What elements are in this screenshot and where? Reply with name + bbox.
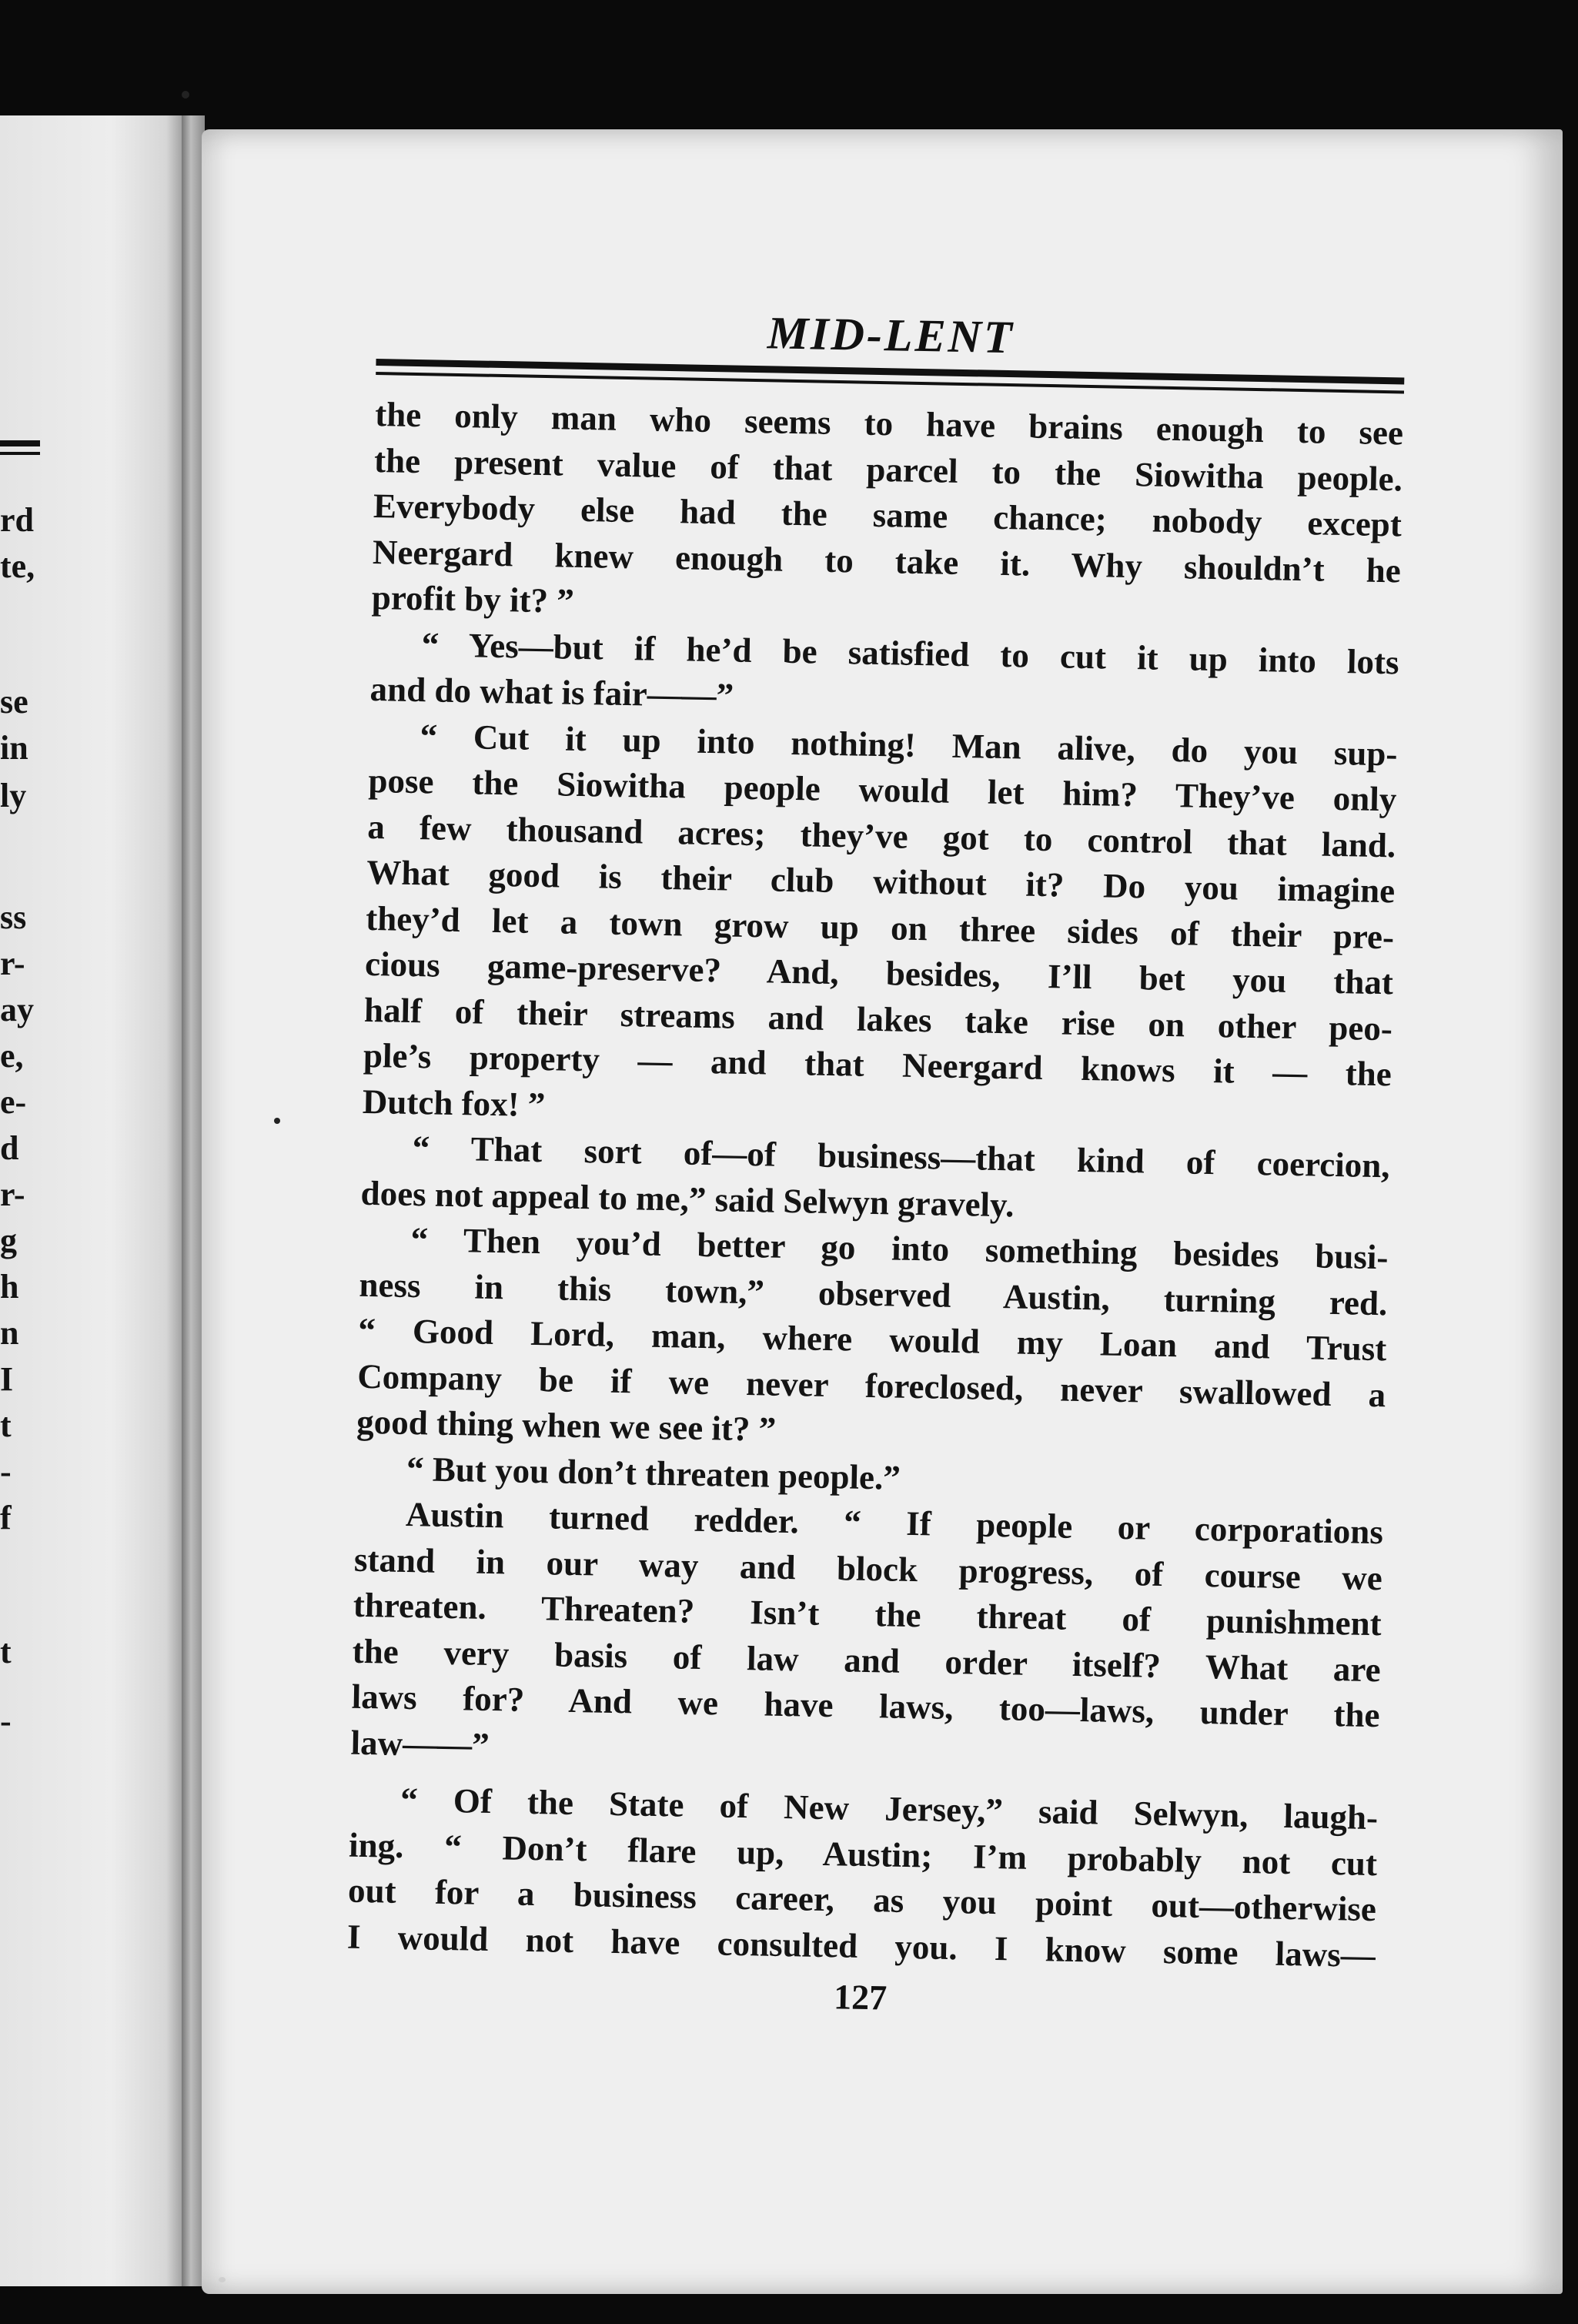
text-line: Austin turned redder. “ If people or corporations: [405, 1494, 1384, 1552]
text-line: threaten. Threaten? Isn’t the threat of punishment: [353, 1585, 1382, 1644]
left-page-fragment: ss: [0, 898, 27, 936]
text-line: stand in our way and block progress, of course we: [353, 1540, 1383, 1597]
text-line: ness in this town,” observed Austin, turning red.: [359, 1265, 1388, 1323]
right-page: [202, 129, 1563, 2294]
text-line: a few thousand acres; they’ve got to control that land.: [366, 807, 1396, 864]
text-line: the present value of that parcel to the Siowitha people.: [373, 440, 1403, 498]
page-number: 127: [833, 1977, 888, 2018]
text-line: the very basis of law and order itself? What are: [352, 1631, 1382, 1689]
left-page-fragment: se: [0, 683, 28, 721]
text-line: “ Good Lord, man, where would my Loan and Trust: [357, 1310, 1387, 1369]
left-page-fragment: f: [0, 1499, 12, 1537]
left-page-fragment: e-: [0, 1083, 27, 1121]
text-line: good thing when we see it? ”: [356, 1402, 777, 1449]
left-page-fragment: h: [0, 1268, 19, 1306]
text-line: profit by it? ”: [371, 577, 575, 620]
text-line: Company be if we never foreclosed, never swallowed a: [356, 1356, 1386, 1414]
text-line: laws for? And we have laws, too—laws, under the: [351, 1677, 1380, 1735]
dust-speck: [182, 91, 189, 99]
left-page-fragment: te,: [0, 547, 35, 585]
left-page-fragment: e,: [0, 1037, 24, 1075]
left-page-fragment: rd: [0, 501, 34, 539]
text-line: “ That sort of—of business—that kind of coercion,: [412, 1129, 1391, 1185]
text-line: Everybody else had the same chance; nobody except: [373, 486, 1402, 544]
text-line: “ Yes—but if he’d be satisfied to cut it up into lots: [421, 624, 1400, 681]
text-line: Neergard knew enough to take it. Why shouldn’t he: [372, 532, 1402, 590]
left-page-rule-thin: [0, 452, 40, 455]
text-line: Dutch fox! ”: [362, 1082, 546, 1124]
text-line: I would not have consulted you. I know some laws—: [346, 1917, 1376, 1975]
left-page-fragment: t: [0, 1633, 12, 1670]
left-page-fragment: ay: [0, 991, 34, 1028]
text-line: “ Cut it up into nothing! Man alive, do you sup-: [420, 716, 1398, 773]
left-page-fragment: ly: [0, 777, 27, 814]
left-page-fragment: r-: [0, 945, 25, 982]
left-page-fragment: in: [0, 729, 28, 767]
body-text: [346, 392, 1403, 1978]
text-line: the only man who seems to have brains enough to see: [374, 394, 1404, 453]
text-line: pose the Siowitha people would let him? They’ve only: [368, 761, 1397, 819]
text-line: ple’s property — and that Neergard knows it — the: [363, 1035, 1392, 1094]
text-line: What good is their club without it? Do you imagine: [366, 852, 1396, 911]
text-line: they’d let a town grow up on three sides of their pre-: [365, 898, 1395, 956]
text-line: law——”: [350, 1723, 490, 1764]
text-line: “ But you don’t threaten people.”: [406, 1449, 901, 1497]
left-page-fragment: d: [0, 1129, 19, 1167]
text-line: “ Then you’d better go into something besides busi-: [410, 1220, 1389, 1277]
left-page-fragment: I: [0, 1360, 14, 1398]
dust-speck: [274, 1118, 280, 1124]
text-line: cious game-preserve? And, besides, I’ll bet you that: [364, 944, 1394, 1002]
text-line: half of their streams and lakes take rise on other peo-: [363, 990, 1393, 1048]
text-line: out for a business career, as you point out—otherwise: [347, 1871, 1377, 1929]
left-page-fragment: g: [0, 1222, 17, 1259]
left-page-fragment: -: [0, 1453, 12, 1490]
left-page-rule: [0, 440, 40, 446]
left-page-fragment: -: [0, 1702, 12, 1740]
text-line: ing. “ Don’t flare up, Austin; I’m probably not cut: [348, 1825, 1378, 1883]
text-line: “ Of the State of New Jersey,” said Selwyn, laugh-: [400, 1780, 1379, 1837]
left-page-fragment: r-: [0, 1175, 25, 1213]
page-content: [346, 299, 1405, 2027]
left-page-fragment: n: [0, 1314, 19, 1352]
text-line: does not appeal to me,” said Selwyn gravely.: [360, 1173, 1015, 1224]
left-page-fragment: t: [0, 1406, 12, 1444]
left-facing-page: [0, 115, 185, 2286]
dust-speck: [219, 2277, 226, 2282]
running-head: MID-LENT: [767, 307, 1015, 363]
text-line: and do what is fair——”: [369, 669, 734, 715]
